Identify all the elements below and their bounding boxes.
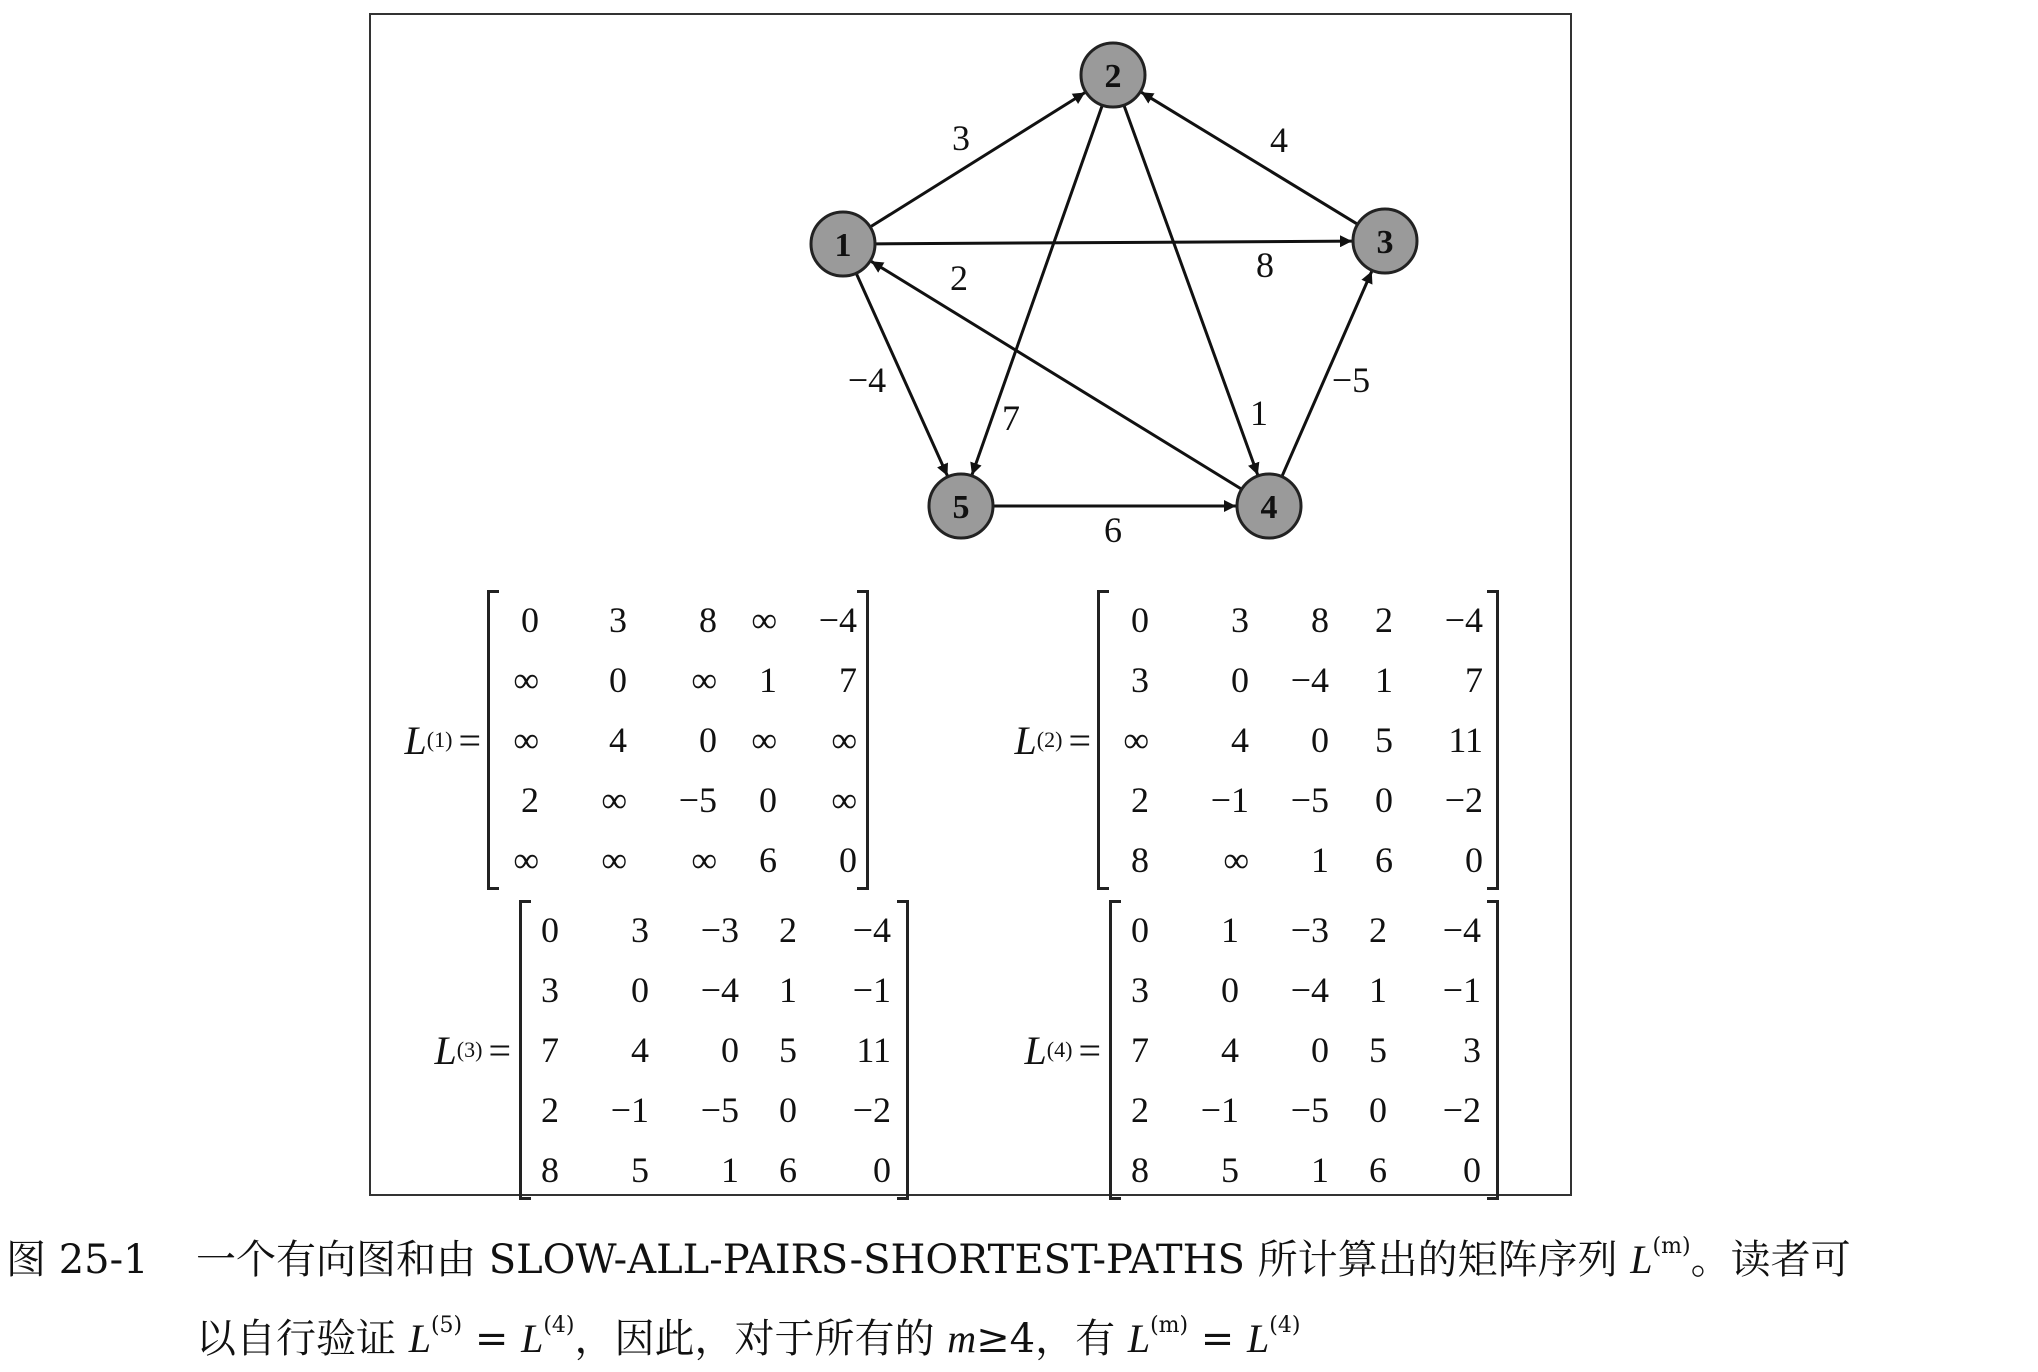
matrix-row <box>529 1020 897 1080</box>
matrix-cell: −5 <box>1290 780 1329 820</box>
matrix-cell: 3 <box>609 600 627 640</box>
matrix-row <box>499 830 857 890</box>
matrix-cell: 1 <box>759 660 777 700</box>
matrix-row <box>529 900 897 960</box>
matrix-cell: 0 <box>1231 660 1249 700</box>
matrix-cell: −5 <box>1290 1090 1329 1130</box>
matrix-cell: 0 <box>759 780 777 820</box>
node-label: 1 <box>834 227 852 264</box>
matrix-cell: 7 <box>1131 1030 1149 1070</box>
matrix-cell: −1 <box>610 1090 649 1130</box>
matrix-cell: −4 <box>700 970 739 1010</box>
edge-1-3 <box>875 241 1352 244</box>
matrix-cell: 0 <box>1131 910 1149 950</box>
node-label: 4 <box>1260 489 1278 526</box>
matrix-cell: 0 <box>699 720 717 760</box>
matrix-cell: ∞ <box>1223 840 1249 880</box>
matrix-cell: 0 <box>1375 780 1393 820</box>
right-bracket <box>857 590 869 890</box>
matrix-cell: 11 <box>1448 720 1483 760</box>
matrix-cell: 4 <box>1221 1030 1239 1070</box>
matrix-cell: 8 <box>541 1150 559 1190</box>
matrix-cell: 2 <box>1131 780 1149 820</box>
matrix-cell: ∞ <box>691 840 717 880</box>
matrix-cell: 5 <box>1375 720 1393 760</box>
caption-text: 一个有向图和由 SLOW-ALL-PAIRS-SHORTEST-PATHS 所计算出的矩阵序列 <box>196 1237 1631 1283</box>
matrix-cell: 1 <box>1369 970 1387 1010</box>
matrix-cell: 3 <box>1231 600 1249 640</box>
edge-weight-1-5: −4 <box>847 360 887 400</box>
matrix-row <box>1103 590 1487 650</box>
matrix-cell: −5 <box>678 780 717 820</box>
node-label: 3 <box>1376 224 1394 261</box>
node-label: 2 <box>1104 58 1122 95</box>
matrix-L3 <box>411 900 971 1200</box>
matrix-cell: ∞ <box>513 660 539 700</box>
matrix-cells <box>529 900 897 1200</box>
matrix-cell: ∞ <box>601 780 627 820</box>
matrix-cell: 1 <box>779 970 797 1010</box>
matrix-cell: 0 <box>1221 970 1239 1010</box>
matrix-cell: 0 <box>1465 840 1483 880</box>
matrix-cell: ∞ <box>751 720 777 760</box>
matrix-cell: 1 <box>1311 1150 1329 1190</box>
directed-graph <box>371 15 1570 575</box>
node-2 <box>1081 43 1145 107</box>
matrix-cell: −3 <box>1290 910 1329 950</box>
matrix-cell: 0 <box>609 660 627 700</box>
node-1 <box>811 212 875 276</box>
matrix-cell: 4 <box>609 720 627 760</box>
edge-weight-2-4: 1 <box>1250 393 1268 433</box>
matrix-cells <box>499 590 857 890</box>
matrix-cell: −4 <box>1442 910 1481 950</box>
matrix-row <box>1103 770 1487 830</box>
edge-3-2 <box>1141 92 1358 224</box>
matrix-row <box>529 960 897 1020</box>
matrix-cell: 3 <box>1131 970 1149 1010</box>
matrix-cell: 11 <box>856 1030 891 1070</box>
matrix-cell: 1 <box>1311 840 1329 880</box>
matrix-cell: −2 <box>1444 780 1483 820</box>
matrix-row <box>1119 1140 1487 1200</box>
matrix-cell: 4 <box>1231 720 1249 760</box>
matrix-cell: 2 <box>1375 600 1393 640</box>
matrix-row <box>1119 1020 1487 1080</box>
edge-2-5 <box>972 105 1102 475</box>
matrix-cell: 8 <box>699 600 717 640</box>
matrix-cell: ∞ <box>513 840 539 880</box>
matrix-cell: 2 <box>1131 1090 1149 1130</box>
matrix-L1 <box>381 590 951 890</box>
matrix-cell: 0 <box>521 600 539 640</box>
matrix-label: L (4) = <box>1024 1027 1101 1073</box>
matrix-cell: −4 <box>1290 660 1329 700</box>
matrix-cell: 1 <box>1375 660 1393 700</box>
matrix-cell: ∞ <box>831 780 857 820</box>
matrix-row <box>499 650 857 710</box>
matrix-cell: −4 <box>818 600 857 640</box>
matrix-cell: −1 <box>852 970 891 1010</box>
matrix-L2 <box>991 590 1561 890</box>
edge-4-1 <box>871 261 1242 489</box>
matrix-cell: 5 <box>779 1030 797 1070</box>
matrix-cell: 3 <box>631 910 649 950</box>
matrix-cell: ∞ <box>831 720 857 760</box>
matrix-row <box>529 1140 897 1200</box>
matrix-cell: 3 <box>1131 660 1149 700</box>
matrix-row <box>1119 900 1487 960</box>
matrix-cell: 0 <box>839 840 857 880</box>
matrix-cell: −2 <box>1442 1090 1481 1130</box>
matrix-row <box>1103 710 1487 770</box>
matrix-row <box>1103 650 1487 710</box>
matrix-cell: 3 <box>541 970 559 1010</box>
matrix-cell: 0 <box>779 1090 797 1130</box>
edge-weight-5-4: 6 <box>1104 510 1122 550</box>
matrix-label: L (2) = <box>1014 717 1091 763</box>
matrix-cell: 5 <box>1221 1150 1239 1190</box>
matrix-cell: 5 <box>1369 1030 1387 1070</box>
matrix-cell: 7 <box>1465 660 1483 700</box>
matrix-cell: 0 <box>1463 1150 1481 1190</box>
matrix-L4 <box>1001 900 1561 1200</box>
matrix-cell: ∞ <box>513 720 539 760</box>
matrix-cell: −5 <box>700 1090 739 1130</box>
matrix-cell: 6 <box>779 1150 797 1190</box>
matrix-cell: 0 <box>1131 600 1149 640</box>
node-5 <box>929 474 993 538</box>
figure-caption: 图 25-1 一个有向图和由 SLOW-ALL-PAIRS-SHORTEST-PATHS 所计算出的矩阵序列 $L^{(m)}$。读者可 以自行验证 $L^{(5)} = L^{(4)}$，因此，对于所有的 m≥4，有 $L^{(m)} = L^{(4)}$ <box>6 1214 2026 1372</box>
matrix-cell: 1 <box>1221 910 1239 950</box>
matrix-cell: 8 <box>1131 1150 1149 1190</box>
matrix-label: L (3) = <box>434 1027 511 1073</box>
matrix-cell: −1 <box>1200 1090 1239 1130</box>
matrix-row <box>499 710 857 770</box>
matrix-row <box>529 1080 897 1140</box>
matrix-cell: ∞ <box>751 600 777 640</box>
right-bracket <box>1487 590 1499 890</box>
edge-weight-1-2: 3 <box>952 118 970 158</box>
edge-1-2 <box>870 93 1085 228</box>
right-bracket <box>1487 900 1499 1200</box>
matrix-cell: 0 <box>631 970 649 1010</box>
matrix-cell: 8 <box>1131 840 1149 880</box>
figure-frame <box>369 13 1572 1196</box>
matrix-cell: 0 <box>873 1150 891 1190</box>
edge-weight-1-3: 8 <box>1256 245 1274 285</box>
matrix-cell: −1 <box>1442 970 1481 1010</box>
matrix-cell: 8 <box>1311 600 1329 640</box>
node-3 <box>1353 209 1417 273</box>
matrix-cell: −3 <box>700 910 739 950</box>
matrix-row <box>1119 1080 1487 1140</box>
edge-weight-4-3: −5 <box>1331 360 1371 400</box>
matrix-row <box>499 590 857 650</box>
node-label: 5 <box>952 489 970 526</box>
matrix-cells <box>1103 590 1487 890</box>
matrix-row <box>499 770 857 830</box>
matrix-cell: ∞ <box>601 840 627 880</box>
matrix-cell: 6 <box>1369 1150 1387 1190</box>
edge-weight-3-2: 4 <box>1270 120 1288 160</box>
matrix-cell: ∞ <box>691 660 717 700</box>
matrix-cell: 3 <box>1463 1030 1481 1070</box>
matrix-cell: 2 <box>521 780 539 820</box>
matrix-row <box>1103 830 1487 890</box>
right-bracket <box>897 900 909 1200</box>
matrix-cell: −4 <box>1444 600 1483 640</box>
matrix-cell: 2 <box>1369 910 1387 950</box>
edge-2-4 <box>1124 105 1258 475</box>
matrix-label: L (1) = <box>404 717 481 763</box>
node-4 <box>1237 474 1301 538</box>
matrix-cell: 0 <box>1311 1030 1329 1070</box>
matrix-cells <box>1119 900 1487 1200</box>
matrix-cell: −4 <box>852 910 891 950</box>
matrix-cell: 5 <box>631 1150 649 1190</box>
matrix-cell: ∞ <box>1123 720 1149 760</box>
matrix-cell: 2 <box>541 1090 559 1130</box>
matrix-row <box>1119 960 1487 1020</box>
matrix-cell: 1 <box>721 1150 739 1190</box>
matrix-cell: 6 <box>759 840 777 880</box>
matrix-cell: 0 <box>1369 1090 1387 1130</box>
edge-weight-2-5: 7 <box>1002 398 1020 438</box>
matrix-cell: 4 <box>631 1030 649 1070</box>
matrix-cell: 2 <box>779 910 797 950</box>
matrix-cell: 0 <box>1311 720 1329 760</box>
edge-weight-4-1: 2 <box>950 258 968 298</box>
matrix-cell: 0 <box>541 910 559 950</box>
matrix-cell: 7 <box>541 1030 559 1070</box>
matrix-cell: −4 <box>1290 970 1329 1010</box>
matrix-cell: −1 <box>1210 780 1249 820</box>
matrix-cell: −2 <box>852 1090 891 1130</box>
matrix-cell: 6 <box>1375 840 1393 880</box>
matrix-cell: 7 <box>839 660 857 700</box>
matrix-cell: 0 <box>721 1030 739 1070</box>
figure-number: 图 25-1 <box>6 1237 149 1283</box>
